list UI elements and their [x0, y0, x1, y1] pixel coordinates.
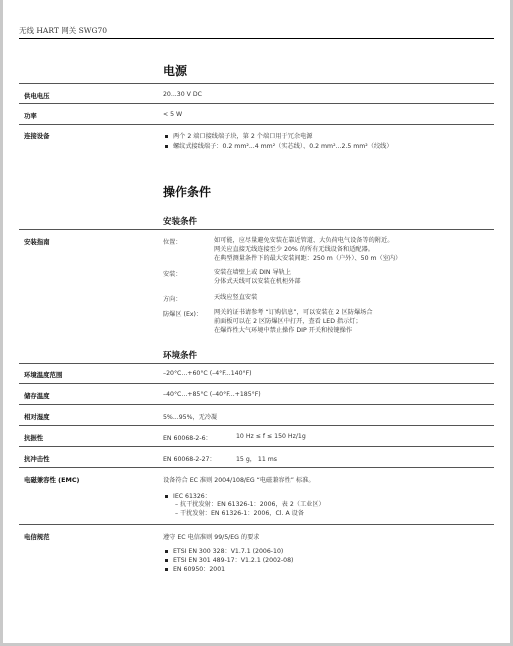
divider — [19, 124, 494, 125]
radio-intro: 遵守 EC 电信准则 99/5/EG 的要求 — [163, 534, 260, 541]
value-storage-temp: –40°C...+85°C (–40°F...+185°F) — [163, 391, 261, 398]
label-ambient-temp: 环境温度范围 — [24, 371, 63, 379]
label-vibration: 抗振性 — [24, 434, 44, 442]
value-vibration: 10 Hz ≤ f ≤ 150 Hz/1g — [236, 433, 306, 440]
label-shock: 抗冲击性 — [24, 455, 50, 463]
section-title-operating: 操作条件 — [163, 185, 212, 199]
value-power: < 5 W — [163, 111, 183, 118]
install-key-mount: 安装： — [163, 271, 182, 278]
header-rule — [19, 38, 494, 39]
label-wiring: 连接设备 — [24, 132, 50, 140]
install-key-ex: 防爆区 (Ex)： — [163, 311, 203, 318]
value-humidity: 5%...95%，无冷凝 — [163, 414, 218, 421]
install-text-mount: 安装在墙壁上或 DIN 导轨上 分体式天线可以安装在机柜外部 — [214, 269, 301, 285]
value-shock-std: EN 60068-2-27： — [163, 456, 216, 463]
label-supply-voltage: 供电电压 — [24, 92, 50, 100]
install-key-orientation: 方向： — [163, 296, 182, 303]
list-item: ETSI EN 300 328：V1.7.1 (2006-10) — [165, 546, 283, 555]
label-humidity: 相对湿度 — [24, 413, 50, 421]
install-text-orientation: 天线应竖直安装 — [214, 294, 258, 301]
emc-intro: 设备符合 EC 准则 2004/108/EG “电磁兼容性” 标准。 — [163, 477, 315, 484]
subsection-title-env: 环境条件 — [163, 351, 198, 361]
value-shock: 15 g， 11 ms — [236, 456, 278, 463]
label-install-guide: 安装指南 — [24, 238, 50, 246]
label-power: 功率 — [24, 112, 37, 120]
divider — [19, 103, 494, 104]
value-vibration-std: EN 60068-2-6： — [163, 435, 212, 442]
divider — [19, 229, 494, 230]
value-ambient-temp: –20°C...+60°C (–4°F...140°F) — [163, 370, 252, 377]
install-text-ex: 网关的证书请参考 “订购信息”，可以安装在 2 区防爆场合 前面板可以在 2 区防爆区中打开，查看 LED 指示灯； 在爆炸性大气环境中禁止操作 DIP 开关和按键操作 — [214, 309, 373, 334]
label-radio: 电信规范 — [24, 533, 50, 541]
divider — [19, 83, 494, 84]
label-storage-temp: 储存温度 — [24, 392, 50, 400]
list-item: EN 60950：2001 — [165, 564, 225, 573]
divider — [19, 363, 494, 364]
label-emc: 电磁兼容性 (EMC) — [24, 476, 80, 484]
document-page — [3, 0, 510, 643]
install-key-location: 位置： — [163, 239, 182, 246]
running-header: 无线 HART 网关 SWG70 — [19, 26, 108, 35]
install-text-location: 如可能，应尽量避免安装在靠近管道、大负荷电气设备等的附近。 网关应直接无线连接至少 20% 的所有无线设备和适配器。 在典型测量条件下的最大安装间距：250 m（户外）、50 m（室内） — [214, 237, 402, 262]
divider — [19, 383, 494, 384]
divider — [19, 446, 494, 447]
list-item: 两个 2 端口接线端子块，第 2 个端口用于冗余电源 — [165, 131, 313, 140]
section-title-power: 电源 — [163, 64, 188, 78]
list-item: ETSI EN 301 489-17：V1.2.1 (2002-08) — [165, 555, 293, 564]
divider — [19, 404, 494, 405]
subsection-title-install: 安装条件 — [163, 217, 198, 227]
divider — [19, 425, 494, 426]
list-item: 螺纹式接线端子：0.2 mm²...4 mm²（实芯线）、0.2 mm²...2.5 mm²（绞线） — [165, 141, 393, 150]
list-item: IEC 61326： — [165, 491, 211, 500]
divider — [19, 524, 494, 525]
divider — [19, 467, 494, 468]
value-supply-voltage: 20...30 V DC — [163, 91, 202, 98]
emc-details: – 抗干扰发射：EN 61326-1：2006，表 2（工业区） – 干扰发射：EN 61326-1：2006，Cl. A 设备 — [175, 501, 325, 517]
